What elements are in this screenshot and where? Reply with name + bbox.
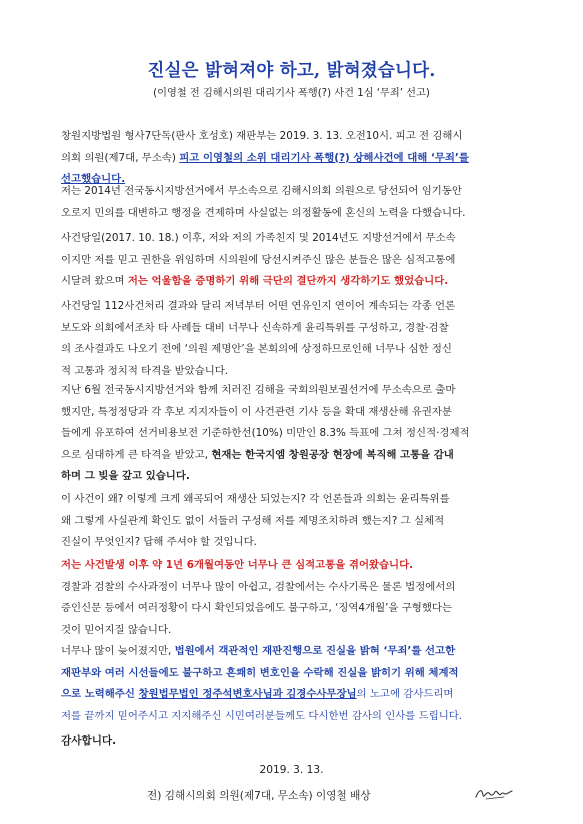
paragraph-line: 창원지방법원 형사7단독(판사 호성호) 재판부는 2019. 3. 13. 오전10시. 피고 전 김해시	[61, 130, 463, 142]
paragraph-line	[61, 706, 533, 728]
highlight-blue-text: 재판부와 여러 시선들에도 불구하고 흔쾌히 변호인을 수락해 진실을 밝히기 위해 체계적	[61, 666, 459, 679]
paragraph-line: 진실이 무엇인지? 답해 주셔야 할 것입니다.	[61, 536, 257, 548]
highlight-blue-text: 선고했습니다.	[61, 173, 126, 185]
closing-remark: 감사합니다.	[61, 735, 117, 747]
highlight-blue-text: 법원에서 객관적인 재판진행으로 진실을 밝혀 ‘무죄’를 선고한	[174, 645, 456, 657]
document-subtitle: (이영철 전 김해시의원 대리기사 폭행(?) 사건 1심 ‘무죄’ 선고)	[153, 88, 430, 99]
text-span: 의 노고에 감사드리며	[356, 688, 454, 700]
paragraph-line	[61, 271, 533, 293]
paragraph-line: 사건당일(2017. 10. 18.) 이후, 저와 저의 가족친지 및 2014년도 지방선거에서 무소속	[61, 232, 456, 244]
paragraph-line: 증인신문 등에서 여러정황이 다시 확인되었음에도 불구하고, ‘징역4개월’을 구형했다는	[61, 602, 452, 614]
paragraph-line: 들에게 유포하여 선거비용보전 기준하한선(10%) 미만인 8.3% 득표에 그쳐 정신적·경제적	[61, 427, 470, 439]
paragraph-line: 지난 6월 전국동시지방선거와 함께 치러진 김해을 국회의원보궐선거에 무소속으로 출마	[61, 384, 456, 396]
paragraph-line: 보도와 의회에서조차 타 사례들 대비 너무나 신속하게 윤리특위를 구성하고, 경찰·검찰	[61, 321, 449, 334]
paragraph-line: 경찰과 검찰의 수사과정이 너무나 많이 아쉽고, 검찰에서는 수사기록은 물론 법정에서의	[61, 580, 456, 593]
paragraph-line	[61, 555, 533, 577]
bold-text: 하며 그 빚을 갚고 있습니다.	[61, 470, 190, 482]
paragraph-line: 의 조사결과도 나오기 전에 ‘의원 제명안’을 본회의에 상정하므로인해 너무나 심한 정신	[61, 343, 452, 355]
paragraph-line: 저는 2014년 전국동시지방선거에서 무소속으로 김해시의회 의원으로 당선되어 임기동안	[61, 185, 462, 197]
paragraph-line	[61, 684, 533, 706]
paragraph-suffering	[61, 555, 533, 641]
paragraph-line	[61, 148, 533, 170]
paragraph-questions	[61, 489, 533, 554]
document-title: 진실은 밝혀져야 하고, 밝혀졌습니다.	[147, 61, 436, 81]
text-span: 의회 의원(제7대, 무소속)	[61, 151, 180, 164]
bold-text: 현재는 한국지엠 창원공장 현장에 복직해 고통을 감내	[211, 448, 454, 461]
document-date: 2019. 3. 13.	[259, 764, 324, 776]
paragraph-line: 사건당일 112사건처리 결과와 달리 저녁부터 어떤 연유인지 연이어 계속되는 각종 언론	[61, 300, 456, 312]
paragraph-term	[61, 181, 533, 224]
text-span: 저를 끝까지 믿어주시고 지지해주신 시민여러분들께도 다시한번 감사의 인사를 드립니다.	[61, 709, 463, 722]
paragraph-incident	[61, 228, 533, 293]
paragraph-line	[61, 641, 533, 663]
highlight-blue-text: 피고 이영철의 소위 대리기사 폭행(?) 상해사건에 대해 ‘무죄’를	[179, 151, 469, 164]
paragraph-line	[61, 445, 533, 467]
highlight-blue-text: 창원법무법인 정주석변호사님과 김경수사무장님	[138, 688, 357, 700]
text-span: 너무나 많이 늦어졌지만,	[61, 645, 175, 657]
paragraph-line	[61, 663, 533, 685]
highlight-red-text: 저는 억울함을 증명하기 위해 극단의 결단까지 생각하기도 했었습니다.	[127, 275, 449, 287]
text-span: 시달려 왔으며	[61, 275, 128, 287]
paragraph-line: 오로지 민의를 대변하고 행정을 견제하며 사실없는 의정활동에 혼신의 노력을 다했습니다.	[61, 206, 466, 219]
paragraph-line	[61, 466, 533, 488]
paragraph-line: 적 고통과 정치적 타격을 받았습니다.	[61, 364, 229, 377]
highlight-red-text: 저는 사건발생 이후 약 1년 6개월여동안 너무나 큰 심적고통을 겪어왔습니다.	[61, 559, 414, 571]
paragraph-line: 했지만, 특정정당과 각 후보 지지자들이 이 사건관련 기사 등을 확대 재생산해 유권자분	[61, 405, 452, 418]
paragraph-line: 왜 그렇게 사실관계 확인도 없이 서둘러 구성해 저를 제명조치하려 했는지? 그 실체적	[61, 514, 445, 527]
signer-line: 전) 김해시의회 의원(제7대, 무소속) 이영철 배상	[147, 790, 371, 802]
text-span: 으로 심대하게 큰 타격을 받았고,	[61, 448, 212, 461]
highlight-blue-text: 으로 노력해주신	[61, 688, 139, 700]
signature-icon	[474, 785, 514, 803]
paragraph-line: 이지만 저를 믿고 권한을 위임하며 시의원에 당선시켜주신 많은 분들은 많은 심적고통에	[61, 253, 456, 266]
paragraph-media	[61, 296, 533, 382]
paragraph-line: 것이 믿어지질 않습니다.	[61, 623, 172, 636]
paragraph-line: 이 사건이 왜? 이렇게 크게 왜곡되어 재생산 되었는지? 각 언론들과 의회는 윤리특위를	[61, 493, 450, 505]
paragraph-election	[61, 380, 533, 488]
paragraph-thanks	[61, 641, 533, 727]
